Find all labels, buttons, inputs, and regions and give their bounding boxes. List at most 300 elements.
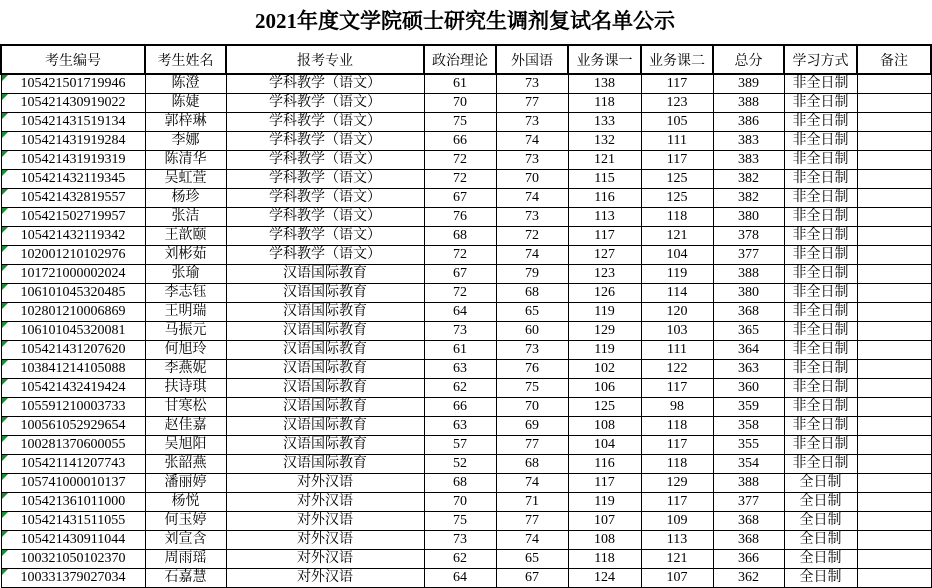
table-row (1, 113, 931, 132)
cell-id[interactable] (1, 284, 145, 303)
cell-major[interactable]: 学科教学（语文） (226, 189, 424, 208)
cell-remark[interactable] (857, 227, 931, 246)
col-header-study-mode[interactable]: 学习方式 (784, 45, 857, 74)
cell-name[interactable]: 何玉婷 (145, 512, 226, 531)
cell-foreign-language[interactable]: 72 (496, 227, 568, 246)
cell-study-mode[interactable]: 非全日制 (784, 322, 857, 341)
cell-study-mode[interactable]: 非全日制 (784, 189, 857, 208)
cell-course1[interactable]: 126 (568, 284, 641, 303)
cell-name[interactable]: 周雨瑶 (145, 550, 226, 569)
cell-id[interactable] (1, 569, 145, 588)
cell-remark[interactable] (857, 132, 931, 151)
cell-politics[interactable]: 75 (424, 512, 496, 531)
cell-name[interactable]: 何旭玲 (145, 341, 226, 360)
candidate-id-text: 103841214105088 (20, 361, 126, 376)
cell-study-mode[interactable]: 非全日制 (784, 284, 857, 303)
cell-major[interactable]: 汉语国际教育 (226, 303, 424, 322)
cell-total[interactable]: 382 (713, 170, 784, 189)
cell-major[interactable]: 汉语国际教育 (226, 322, 424, 341)
cell-course2[interactable]: 129 (641, 474, 713, 493)
cell-foreign-language[interactable]: 73 (496, 151, 568, 170)
cell-course1[interactable]: 108 (568, 417, 641, 436)
table-row (1, 417, 931, 436)
cell-remark[interactable] (857, 531, 931, 550)
cell-name[interactable]: 郭梓琳 (145, 113, 226, 132)
cell-total[interactable]: 388 (713, 265, 784, 284)
table-row (1, 569, 931, 588)
cell-total[interactable]: 362 (713, 569, 784, 588)
cell-id[interactable] (1, 113, 145, 132)
cell-remark[interactable] (857, 474, 931, 493)
cell-remark[interactable] (857, 379, 931, 398)
cell-remark[interactable] (857, 550, 931, 569)
cell-foreign-language[interactable]: 73 (496, 113, 568, 132)
cell-course2[interactable]: 117 (641, 493, 713, 512)
cell-major[interactable]: 汉语国际教育 (226, 360, 424, 379)
cell-name[interactable]: 陈澄 (145, 74, 226, 94)
cell-name[interactable]: 王明瑞 (145, 303, 226, 322)
cell-total[interactable]: 360 (713, 379, 784, 398)
cell-total[interactable]: 377 (713, 246, 784, 265)
cell-course2[interactable]: 118 (641, 455, 713, 474)
cell-major[interactable]: 对外汉语 (226, 569, 424, 588)
cell-total[interactable]: 380 (713, 208, 784, 227)
cell-study-mode[interactable]: 非全日制 (784, 74, 857, 94)
cell-politics[interactable]: 72 (424, 284, 496, 303)
cell-foreign-language[interactable]: 71 (496, 493, 568, 512)
cell-name[interactable]: 杨珍 (145, 189, 226, 208)
cell-name[interactable]: 马振元 (145, 322, 226, 341)
cell-name[interactable]: 杨悦 (145, 493, 226, 512)
cell-major[interactable]: 学科教学（语文） (226, 132, 424, 151)
cell-name[interactable]: 刘宣含 (145, 531, 226, 550)
cell-remark[interactable] (857, 455, 931, 474)
cell-remark[interactable] (857, 417, 931, 436)
cell-course1[interactable]: 116 (568, 455, 641, 474)
cell-course2[interactable]: 118 (641, 208, 713, 227)
cell-total[interactable]: 354 (713, 455, 784, 474)
col-header-foreign-language[interactable]: 外国语 (496, 45, 568, 74)
cell-total[interactable]: 377 (713, 493, 784, 512)
cell-foreign-language[interactable]: 77 (496, 94, 568, 113)
cell-foreign-language[interactable]: 74 (496, 531, 568, 550)
cell-total[interactable]: 365 (713, 322, 784, 341)
cell-name[interactable]: 李志钰 (145, 284, 226, 303)
cell-name[interactable]: 陈清华 (145, 151, 226, 170)
number-stored-as-text-indicator-icon (2, 436, 8, 442)
cell-politics[interactable]: 66 (424, 132, 496, 151)
cell-politics[interactable]: 73 (424, 322, 496, 341)
cell-course2[interactable]: 123 (641, 94, 713, 113)
cell-course2[interactable]: 109 (641, 512, 713, 531)
cell-remark[interactable] (857, 74, 931, 94)
cell-politics[interactable]: 52 (424, 455, 496, 474)
cell-foreign-language[interactable]: 74 (496, 246, 568, 265)
cell-major[interactable]: 对外汉语 (226, 474, 424, 493)
cell-total[interactable]: 383 (713, 151, 784, 170)
cell-major[interactable]: 汉语国际教育 (226, 455, 424, 474)
cell-id[interactable] (1, 74, 145, 94)
cell-course2[interactable]: 117 (641, 436, 713, 455)
cell-name[interactable]: 李燕妮 (145, 360, 226, 379)
cell-foreign-language[interactable]: 74 (496, 132, 568, 151)
cell-total[interactable]: 359 (713, 398, 784, 417)
col-header-candidate-name[interactable]: 考生姓名 (145, 45, 226, 74)
cell-course2[interactable]: 122 (641, 360, 713, 379)
cell-name[interactable]: 潘丽婷 (145, 474, 226, 493)
cell-name[interactable]: 甘寒松 (145, 398, 226, 417)
cell-total[interactable]: 368 (713, 512, 784, 531)
cell-study-mode[interactable]: 全日制 (784, 493, 857, 512)
cell-id[interactable] (1, 379, 145, 398)
cell-study-mode[interactable]: 全日制 (784, 569, 857, 588)
col-header-course-two[interactable]: 业务课二 (641, 45, 713, 74)
cell-foreign-language[interactable]: 74 (496, 189, 568, 208)
cell-major[interactable]: 学科教学（语文） (226, 113, 424, 132)
cell-politics[interactable]: 61 (424, 341, 496, 360)
cell-name[interactable]: 吴旭阳 (145, 436, 226, 455)
cell-foreign-language[interactable]: 74 (496, 474, 568, 493)
cell-remark[interactable] (857, 189, 931, 208)
table-row (1, 341, 931, 360)
cell-id[interactable] (1, 493, 145, 512)
cell-study-mode[interactable]: 非全日制 (784, 170, 857, 189)
cell-foreign-language[interactable]: 70 (496, 398, 568, 417)
col-header-total-score[interactable]: 总分 (713, 45, 784, 74)
cell-politics[interactable]: 63 (424, 417, 496, 436)
cell-remark[interactable] (857, 151, 931, 170)
cell-politics[interactable]: 63 (424, 360, 496, 379)
cell-foreign-language[interactable]: 68 (496, 284, 568, 303)
cell-total[interactable]: 388 (713, 94, 784, 113)
cell-course2[interactable]: 111 (641, 132, 713, 151)
cell-study-mode[interactable]: 非全日制 (784, 341, 857, 360)
cell-politics[interactable]: 64 (424, 303, 496, 322)
cell-course2[interactable]: 107 (641, 569, 713, 588)
cell-course2[interactable]: 117 (641, 151, 713, 170)
cell-id[interactable] (1, 170, 145, 189)
cell-major[interactable]: 汉语国际教育 (226, 265, 424, 284)
cell-study-mode[interactable]: 非全日制 (784, 360, 857, 379)
cell-total[interactable]: 382 (713, 189, 784, 208)
cell-foreign-language[interactable]: 65 (496, 550, 568, 569)
cell-total[interactable]: 386 (713, 113, 784, 132)
cell-total[interactable]: 388 (713, 474, 784, 493)
cell-major[interactable]: 汉语国际教育 (226, 436, 424, 455)
cell-id[interactable] (1, 246, 145, 265)
col-header-politics[interactable]: 政治理论 (424, 45, 496, 74)
cell-course2[interactable]: 118 (641, 417, 713, 436)
cell-study-mode[interactable]: 非全日制 (784, 132, 857, 151)
cell-foreign-language[interactable]: 77 (496, 436, 568, 455)
cell-course1[interactable]: 118 (568, 94, 641, 113)
cell-id[interactable] (1, 303, 145, 322)
cell-study-mode[interactable]: 非全日制 (784, 227, 857, 246)
table-row (1, 227, 931, 246)
cell-study-mode[interactable]: 非全日制 (784, 246, 857, 265)
cell-name[interactable]: 石嘉慧 (145, 569, 226, 588)
cell-remark[interactable] (857, 341, 931, 360)
cell-major[interactable]: 汉语国际教育 (226, 341, 424, 360)
cell-remark[interactable] (857, 303, 931, 322)
cell-course1[interactable]: 119 (568, 341, 641, 360)
cell-foreign-language[interactable]: 73 (496, 341, 568, 360)
cell-study-mode[interactable]: 非全日制 (784, 455, 857, 474)
cell-course1[interactable]: 124 (568, 569, 641, 588)
cell-total[interactable]: 358 (713, 417, 784, 436)
cell-study-mode[interactable]: 非全日制 (784, 113, 857, 132)
cell-foreign-language[interactable]: 73 (496, 74, 568, 94)
cell-major[interactable]: 对外汉语 (226, 493, 424, 512)
cell-id[interactable] (1, 94, 145, 113)
cell-course2[interactable]: 120 (641, 303, 713, 322)
candidate-id-text: 105421431511055 (20, 513, 126, 528)
cell-course2[interactable]: 119 (641, 265, 713, 284)
cell-politics[interactable]: 67 (424, 265, 496, 284)
cell-major[interactable]: 学科教学（语文） (226, 208, 424, 227)
cell-major[interactable]: 学科教学（语文） (226, 151, 424, 170)
cell-course2[interactable]: 117 (641, 74, 713, 94)
cell-remark[interactable] (857, 208, 931, 227)
cell-id[interactable] (1, 341, 145, 360)
cell-remark[interactable] (857, 436, 931, 455)
cell-remark[interactable] (857, 569, 931, 588)
cell-remark[interactable] (857, 113, 931, 132)
cell-major[interactable]: 对外汉语 (226, 512, 424, 531)
candidate-id-text: 106101045320081 (20, 323, 126, 338)
candidate-id-text: 101721000002024 (20, 266, 126, 281)
cell-name[interactable]: 李娜 (145, 132, 226, 151)
cell-foreign-language[interactable]: 79 (496, 265, 568, 284)
cell-major[interactable]: 汉语国际教育 (226, 284, 424, 303)
cell-politics[interactable]: 68 (424, 474, 496, 493)
header-row (1, 45, 931, 74)
cell-major[interactable]: 学科教学（语文） (226, 94, 424, 113)
cell-study-mode[interactable]: 非全日制 (784, 417, 857, 436)
cell-study-mode[interactable]: 非全日制 (784, 94, 857, 113)
cell-id[interactable] (1, 531, 145, 550)
cell-course2[interactable]: 125 (641, 170, 713, 189)
col-header-course-one[interactable]: 业务课一 (568, 45, 641, 74)
cell-course1[interactable]: 133 (568, 113, 641, 132)
cell-course1[interactable]: 115 (568, 170, 641, 189)
cell-remark[interactable] (857, 170, 931, 189)
cell-course1[interactable]: 116 (568, 189, 641, 208)
cell-major[interactable]: 学科教学（语文） (226, 170, 424, 189)
cell-id[interactable] (1, 189, 145, 208)
cell-id[interactable] (1, 227, 145, 246)
cell-foreign-language[interactable]: 67 (496, 569, 568, 588)
cell-total[interactable]: 368 (713, 303, 784, 322)
cell-politics[interactable]: 62 (424, 550, 496, 569)
cell-course1[interactable]: 117 (568, 474, 641, 493)
cell-name[interactable]: 张瑜 (145, 265, 226, 284)
cell-politics[interactable]: 73 (424, 531, 496, 550)
cell-politics[interactable]: 61 (424, 74, 496, 94)
cell-foreign-language[interactable]: 73 (496, 208, 568, 227)
cell-name[interactable]: 张洁 (145, 208, 226, 227)
cell-study-mode[interactable]: 非全日制 (784, 436, 857, 455)
cell-remark[interactable] (857, 284, 931, 303)
cell-major[interactable]: 对外汉语 (226, 550, 424, 569)
cell-total[interactable]: 378 (713, 227, 784, 246)
cell-course2[interactable]: 103 (641, 322, 713, 341)
cell-study-mode[interactable]: 全日制 (784, 531, 857, 550)
cell-major[interactable]: 学科教学（语文） (226, 74, 424, 94)
cell-id[interactable] (1, 151, 145, 170)
cell-politics[interactable]: 67 (424, 189, 496, 208)
cell-course1[interactable]: 118 (568, 550, 641, 569)
cell-id[interactable] (1, 208, 145, 227)
cell-foreign-language[interactable]: 60 (496, 322, 568, 341)
cell-course2[interactable]: 121 (641, 550, 713, 569)
cell-course1[interactable]: 121 (568, 151, 641, 170)
cell-name[interactable]: 刘彬茹 (145, 246, 226, 265)
cell-course1[interactable]: 129 (568, 322, 641, 341)
cell-course1[interactable]: 108 (568, 531, 641, 550)
cell-id[interactable] (1, 474, 145, 493)
cell-politics[interactable]: 75 (424, 113, 496, 132)
cell-course2[interactable]: 114 (641, 284, 713, 303)
cell-course2[interactable]: 104 (641, 246, 713, 265)
cell-total[interactable]: 363 (713, 360, 784, 379)
cell-study-mode[interactable]: 全日制 (784, 474, 857, 493)
cell-course1[interactable]: 107 (568, 512, 641, 531)
cell-course2[interactable]: 105 (641, 113, 713, 132)
cell-remark[interactable] (857, 512, 931, 531)
cell-remark[interactable] (857, 265, 931, 284)
cell-course1[interactable]: 127 (568, 246, 641, 265)
cell-name[interactable]: 吴虹萱 (145, 170, 226, 189)
cell-politics[interactable]: 70 (424, 94, 496, 113)
cell-id[interactable] (1, 360, 145, 379)
cell-major[interactable]: 学科教学（语文） (226, 227, 424, 246)
cell-course1[interactable]: 113 (568, 208, 641, 227)
cell-foreign-language[interactable]: 68 (496, 455, 568, 474)
number-stored-as-text-indicator-icon (2, 170, 8, 176)
cell-total[interactable]: 366 (713, 550, 784, 569)
cell-id[interactable] (1, 322, 145, 341)
cell-total[interactable]: 368 (713, 531, 784, 550)
table-row (1, 284, 931, 303)
cell-foreign-language[interactable]: 75 (496, 379, 568, 398)
number-stored-as-text-indicator-icon (2, 512, 8, 518)
table-row (1, 74, 931, 94)
cell-study-mode[interactable]: 非全日制 (784, 398, 857, 417)
cell-id[interactable] (1, 455, 145, 474)
cell-politics[interactable]: 72 (424, 170, 496, 189)
cell-major[interactable]: 学科教学（语文） (226, 246, 424, 265)
cell-study-mode[interactable]: 全日制 (784, 550, 857, 569)
cell-major[interactable]: 汉语国际教育 (226, 398, 424, 417)
cell-study-mode[interactable]: 非全日制 (784, 151, 857, 170)
cell-study-mode[interactable]: 非全日制 (784, 303, 857, 322)
cell-course2[interactable]: 113 (641, 531, 713, 550)
cell-remark[interactable] (857, 246, 931, 265)
cell-foreign-language[interactable]: 77 (496, 512, 568, 531)
cell-id[interactable] (1, 132, 145, 151)
cell-study-mode[interactable]: 非全日制 (784, 208, 857, 227)
cell-course1[interactable]: 104 (568, 436, 641, 455)
cell-name[interactable]: 张韶燕 (145, 455, 226, 474)
cell-course1[interactable]: 102 (568, 360, 641, 379)
cell-course1[interactable]: 123 (568, 265, 641, 284)
number-stored-as-text-indicator-icon (2, 94, 8, 100)
cell-politics[interactable]: 57 (424, 436, 496, 455)
cell-politics[interactable]: 64 (424, 569, 496, 588)
cell-course1[interactable]: 119 (568, 493, 641, 512)
col-header-applied-major[interactable]: 报考专业 (226, 45, 424, 74)
cell-name[interactable]: 赵佳嘉 (145, 417, 226, 436)
cell-politics[interactable]: 70 (424, 493, 496, 512)
table-row (1, 94, 931, 113)
cell-remark[interactable] (857, 360, 931, 379)
cell-total[interactable]: 364 (713, 341, 784, 360)
number-stored-as-text-indicator-icon (2, 284, 8, 290)
cell-study-mode[interactable]: 非全日制 (784, 379, 857, 398)
cell-name[interactable]: 扶诗琪 (145, 379, 226, 398)
cell-id[interactable] (1, 436, 145, 455)
cell-course1[interactable]: 117 (568, 227, 641, 246)
cell-id[interactable] (1, 265, 145, 284)
cell-course2[interactable]: 111 (641, 341, 713, 360)
cell-major[interactable]: 对外汉语 (226, 531, 424, 550)
number-stored-as-text-indicator-icon (2, 550, 8, 556)
cell-total[interactable]: 380 (713, 284, 784, 303)
cell-remark[interactable] (857, 493, 931, 512)
cell-foreign-language[interactable]: 65 (496, 303, 568, 322)
cell-id[interactable] (1, 417, 145, 436)
cell-foreign-language[interactable]: 69 (496, 417, 568, 436)
cell-course1[interactable]: 119 (568, 303, 641, 322)
cell-name[interactable]: 王歆颐 (145, 227, 226, 246)
cell-politics[interactable]: 72 (424, 151, 496, 170)
cell-total[interactable]: 355 (713, 436, 784, 455)
cell-remark[interactable] (857, 322, 931, 341)
cell-politics[interactable]: 62 (424, 379, 496, 398)
cell-course2[interactable]: 121 (641, 227, 713, 246)
cell-id[interactable] (1, 512, 145, 531)
cell-name[interactable]: 陈婕 (145, 94, 226, 113)
cell-remark[interactable] (857, 94, 931, 113)
col-header-remark[interactable]: 备注 (857, 45, 931, 74)
cell-major[interactable]: 汉语国际教育 (226, 379, 424, 398)
cell-foreign-language[interactable]: 76 (496, 360, 568, 379)
cell-foreign-language[interactable]: 70 (496, 170, 568, 189)
cell-politics[interactable]: 76 (424, 208, 496, 227)
cell-politics[interactable]: 68 (424, 227, 496, 246)
cell-id[interactable] (1, 550, 145, 569)
col-header-candidate-id[interactable]: 考生编号 (1, 45, 145, 74)
cell-course2[interactable]: 98 (641, 398, 713, 417)
candidate-id-text: 105421432119345 (20, 171, 126, 186)
cell-total[interactable]: 389 (713, 74, 784, 94)
cell-course2[interactable]: 125 (641, 189, 713, 208)
cell-total[interactable]: 383 (713, 132, 784, 151)
cell-course1[interactable]: 132 (568, 132, 641, 151)
cell-politics[interactable]: 66 (424, 398, 496, 417)
cell-course1[interactable]: 106 (568, 379, 641, 398)
cell-major[interactable]: 汉语国际教育 (226, 417, 424, 436)
cell-course2[interactable]: 117 (641, 379, 713, 398)
cell-study-mode[interactable]: 全日制 (784, 512, 857, 531)
cell-remark[interactable] (857, 398, 931, 417)
cell-id[interactable] (1, 398, 145, 417)
cell-politics[interactable]: 72 (424, 246, 496, 265)
cell-study-mode[interactable]: 非全日制 (784, 265, 857, 284)
cell-course1[interactable]: 125 (568, 398, 641, 417)
cell-course1[interactable]: 138 (568, 74, 641, 94)
